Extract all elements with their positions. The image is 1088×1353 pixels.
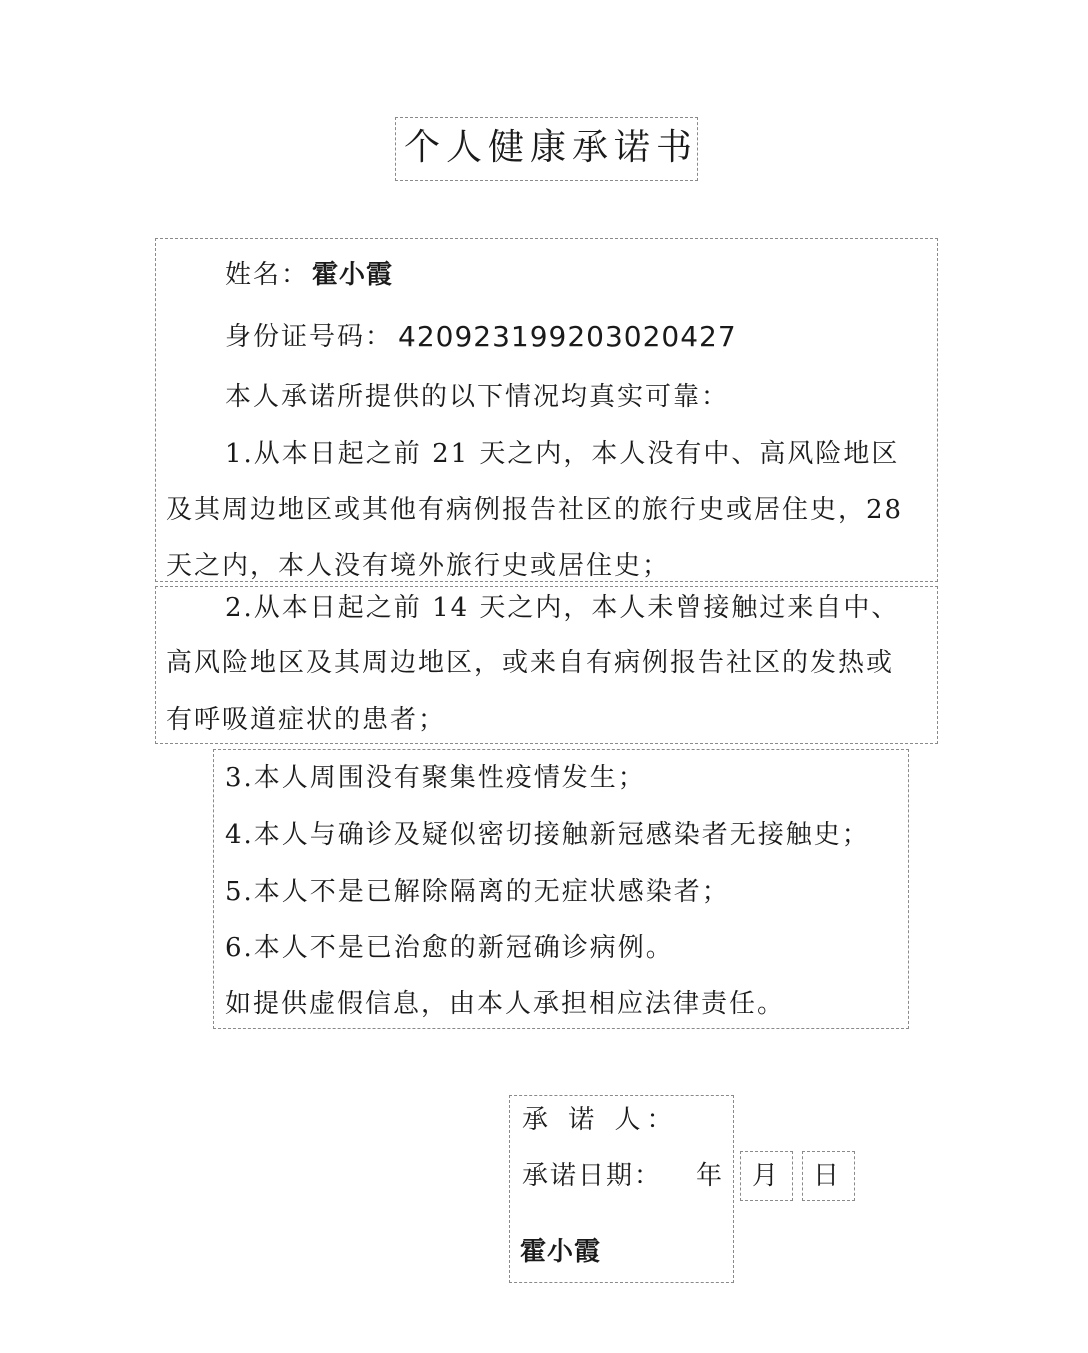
item5-text: 5.本人不是已解除隔离的无症状感染者； <box>225 877 730 907</box>
year-label: 年 <box>696 1161 725 1191</box>
item3-text: 3.本人周围没有聚集性疫情发生； <box>225 763 646 793</box>
closing-text: 如提供虚假信息，由本人承担相应法律责任。 <box>225 989 786 1019</box>
month-label: 月 <box>752 1161 781 1191</box>
id-value: 420923199203020427 <box>398 320 737 353</box>
item1-line1: 1.从本日起之前 21 天之内，本人没有中、高风险地区 <box>225 439 900 469</box>
item2-line2: 高风险地区及其周边地区，或来自有病例报告社区的发热或 <box>166 648 895 678</box>
document-title: 个人健康承诺书 <box>404 127 699 168</box>
id-label: 身份证号码： <box>225 322 394 352</box>
intro-text: 本人承诺所提供的以下情况均真实可靠： <box>225 382 730 412</box>
name-value: 霍小霞 <box>312 260 394 290</box>
name-label: 姓名： <box>225 260 310 290</box>
date-label: 承诺日期： <box>522 1161 663 1191</box>
item2-line1: 2.从本日起之前 14 天之内，本人未曾接触过来自中、 <box>225 593 900 623</box>
item1-line2: 及其周边地区或其他有病例报告社区的旅行史或居住史，28 <box>166 495 904 525</box>
item4-text: 4.本人与确诊及疑似密切接触新冠感染者无接触史； <box>225 820 870 850</box>
signature-name: 霍小霞 <box>520 1237 602 1267</box>
item6-text: 6.本人不是已治愈的新冠确诊病例。 <box>225 933 674 963</box>
item2-line3: 有呼吸道症状的患者； <box>166 705 447 735</box>
promiser-label: 承 诺 人： <box>522 1105 679 1135</box>
day-label: 日 <box>813 1161 842 1191</box>
item1-line3: 天之内，本人没有境外旅行史或居住史； <box>166 551 671 581</box>
